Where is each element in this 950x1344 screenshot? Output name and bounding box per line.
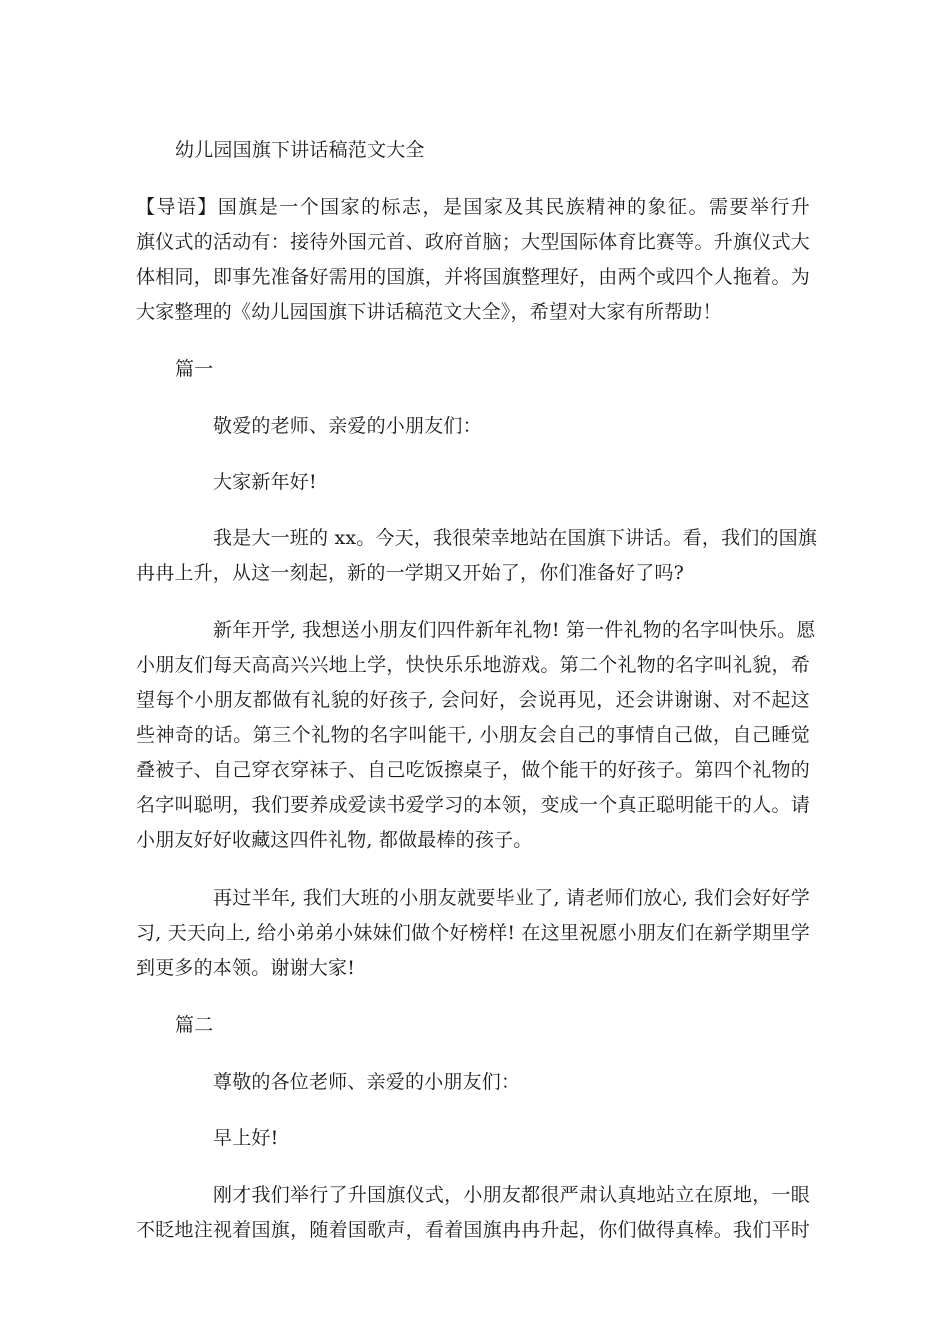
paragraph-line: 刚才我们举行了升国旗仪式，小朋友都很严肃认真地站立在原地，一眼 — [213, 1184, 810, 1206]
document-title: 幼儿园国旗下讲话稿范文大全 — [175, 139, 425, 161]
paragraph-line: 新年开学, 我想送小朋友们四件新年礼物! 第一件礼物的名字叫快乐。愿 — [213, 619, 816, 641]
paragraph-line: 些神奇的话。第三个礼物的名字叫能干, 小朋友会自己的事情自己做，自己睡觉 — [136, 724, 810, 746]
paragraph-line: 到更多的本领。谢谢大家! — [136, 957, 356, 979]
paragraph-line: 不眨地注视着国旗，随着国歌声，看着国旗冉冉升起，你们做得真棒。我们平时 — [136, 1219, 810, 1241]
intro-line: 【导语】国旗是一个国家的标志，是国家及其民族精神的象征。需要举行升 — [136, 196, 810, 218]
salutation: 尊敬的各位老师、亲爱的小朋友们： — [213, 1071, 521, 1093]
paragraph-line: 名字叫聪明，我们要养成爱读书爱学习的本领，变成一个真正聪明能干的人。请 — [136, 794, 810, 816]
greeting: 大家新年好! — [213, 471, 317, 493]
intro-line: 大家整理的《幼儿园国旗下讲话稿范文大全》，希望对大家有所帮助！ — [136, 301, 722, 323]
paragraph-line: 再过半年, 我们大班的小朋友就要毕业了, 请老师们放心, 我们会好好学 — [213, 887, 810, 909]
paragraph-line: 小朋友好好收藏这四件礼物, 都做最棒的孩子。 — [136, 829, 533, 851]
paragraph-line: 望每个小朋友都做有礼貌的好孩子, 会问好，会说再见，还会讲谢谢、对不起这 — [136, 689, 810, 711]
paragraph-line: 我是大一班的 xx。今天，我很荣幸地站在国旗下讲话。看，我们的国旗 — [213, 527, 818, 549]
paragraph-line: 冉冉上升，从这一刻起，新的一学期又开始了，你们准备好了吗? — [136, 562, 684, 584]
paragraph-line: 习, 天天向上, 给小弟弟小妹妹们做个好榜样! 在这里祝愿小朋友们在新学期里学 — [136, 922, 810, 944]
paragraph-line: 叠被子、自己穿衣穿袜子、自己吃饭擦桌子，做个能干的好孩子。第四个礼物的 — [136, 759, 810, 781]
salutation: 敬爱的老师、亲爱的小朋友们： — [213, 415, 482, 437]
section-heading: 篇一 — [175, 358, 214, 380]
paragraph-line: 小朋友们每天高高兴兴地上学，快快乐乐地游戏。第二个礼物的名字叫礼貌，希 — [136, 654, 810, 676]
greeting: 早上好! — [213, 1127, 279, 1149]
intro-line: 体相同，即事先准备好需用的国旗，并将国旗整理好，由两个或四个人拖着。为 — [136, 266, 810, 288]
intro-line: 旗仪式的活动有：接待外国元首、政府首脑；大型国际体育比赛等。升旗仪式大 — [136, 231, 810, 253]
section-heading: 篇二 — [175, 1014, 214, 1036]
